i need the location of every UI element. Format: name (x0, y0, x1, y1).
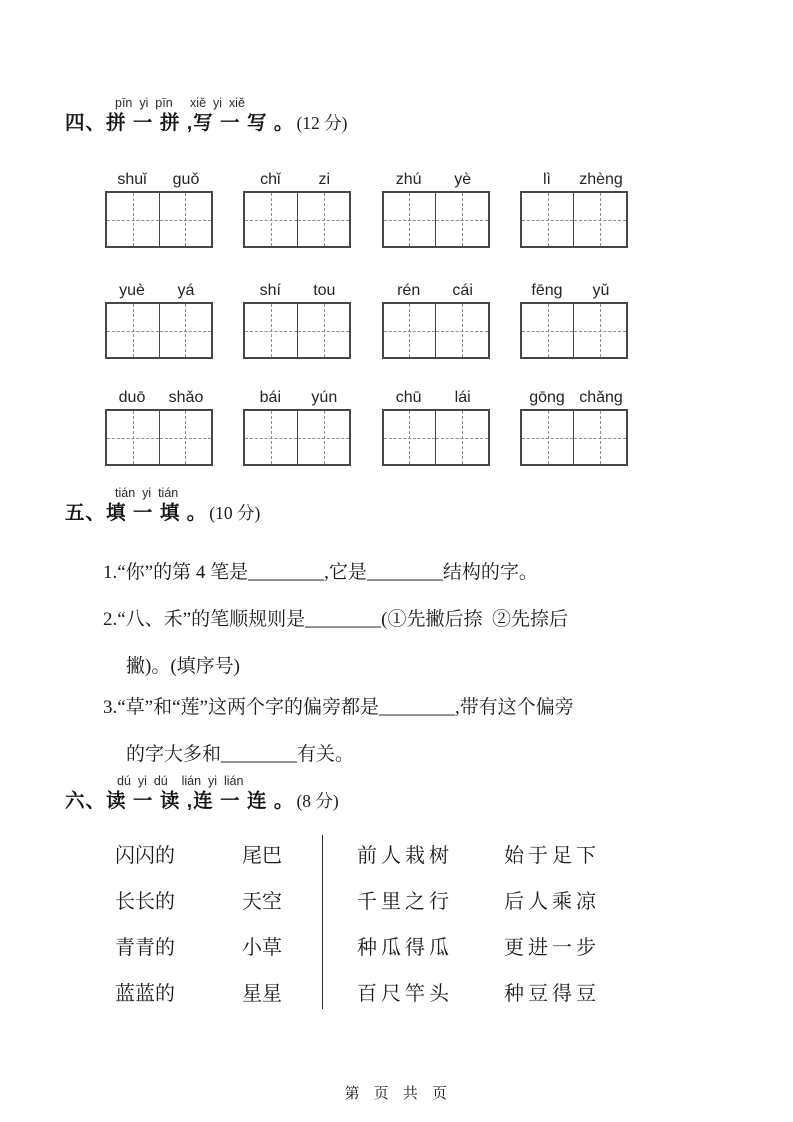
match-item[interactable]: 始于足下 (504, 845, 600, 867)
writing-cell (297, 411, 350, 464)
match-column-right-b (504, 833, 600, 1017)
writing-cell (297, 193, 350, 246)
pinyin-word-group (243, 277, 351, 359)
match-item[interactable]: 千里之行 (357, 891, 453, 913)
writing-cell (435, 193, 488, 246)
pinyin-syllable: shuǐ (117, 171, 147, 188)
pinyin-syllable: fēng (531, 282, 563, 299)
question-2-line-2: 撇)。(填序号) (126, 656, 240, 677)
writing-grid-box[interactable] (105, 191, 213, 248)
question-3 (103, 684, 743, 778)
pinyin-word-group (382, 277, 490, 359)
writing-cell (384, 411, 436, 464)
match-item[interactable]: 百尺竿头 (357, 983, 453, 1005)
section-6-title: 六、读 一 读 ,连 一 连 。 (65, 790, 295, 812)
pinyin-syllable: yuè (119, 282, 145, 299)
pinyin-syllable: yǔ (592, 282, 610, 299)
writing-cell (159, 411, 212, 464)
writing-cell (245, 193, 297, 246)
writing-grid-box[interactable] (520, 191, 628, 248)
pinyin-syllable: zhèng (579, 171, 623, 188)
writing-grid-box[interactable] (382, 302, 490, 359)
match-item[interactable]: 种豆得豆 (504, 983, 600, 1005)
writing-cell (384, 304, 436, 357)
pinyin-word-group (105, 277, 213, 359)
pinyin-syllable: yè (454, 171, 472, 188)
match-column-left-a (115, 833, 242, 1017)
writing-grid-box[interactable] (382, 191, 490, 248)
column-divider (322, 835, 323, 1009)
match-item[interactable]: 蓝蓝的 (115, 983, 175, 1005)
pinyin-word-group (520, 384, 628, 466)
page-footer: 第 页 共 页 (344, 1085, 449, 1102)
pinyin-word-group (520, 277, 628, 359)
match-item[interactable]: 天空 (242, 891, 282, 913)
pinyin-syllable: shí (259, 282, 281, 299)
section-6-score: (8 分) (296, 791, 339, 811)
section-4-pinyin: pīn yi pīn xiě yi xiě (115, 96, 245, 110)
writing-cell (435, 304, 488, 357)
pinyin-word-group (382, 384, 490, 466)
pinyin-syllable: lì (542, 171, 551, 188)
pinyin-word-group (105, 384, 213, 466)
writing-cell (435, 411, 488, 464)
pinyin-syllable: tou (313, 282, 336, 299)
writing-cell (522, 193, 574, 246)
writing-cell (107, 304, 159, 357)
pinyin-word-group (105, 166, 213, 248)
writing-grid-box[interactable] (382, 409, 490, 466)
match-item[interactable]: 长长的 (115, 891, 175, 913)
writing-cell (107, 411, 159, 464)
writing-cell (522, 304, 574, 357)
pinyin-syllable: shǎo (168, 389, 204, 406)
writing-grid-box[interactable] (105, 409, 213, 466)
question-2-line-1: 2.“八、禾”的笔顺规则是________(①先撇后捺 ②先捺后 (103, 609, 568, 630)
writing-grid-box[interactable] (243, 191, 351, 248)
match-column-left-b (242, 833, 322, 1017)
writing-cell (107, 193, 159, 246)
section-6-pinyin: dú yi dú lián yi lián (117, 774, 244, 788)
pinyin-syllable: yún (311, 389, 338, 406)
grid-row (105, 277, 628, 359)
writing-cell (573, 411, 626, 464)
pinyin-syllable: duō (118, 389, 146, 406)
pinyin-syllable: chǎng (579, 389, 623, 406)
writing-grid-box[interactable] (243, 409, 351, 466)
pinyin-syllable: zi (318, 171, 331, 188)
pinyin-syllable: cái (452, 282, 473, 299)
writing-grid-box[interactable] (105, 302, 213, 359)
match-item[interactable]: 小草 (242, 937, 282, 959)
match-item[interactable]: 尾巴 (242, 845, 282, 867)
question-2 (103, 596, 743, 690)
match-column-right-a (357, 833, 504, 1017)
question-3-line-1: 3.“草”和“莲”这两个字的偏旁都是________,带有这个偏旁 (103, 697, 574, 718)
pinyin-syllable: rén (397, 282, 421, 299)
section-4-score: (12 分) (296, 113, 348, 133)
question-3-line-2: 的字大多和________有关。 (126, 744, 355, 765)
pinyin-syllable: gōng (529, 389, 565, 406)
question-1-line-1: 1.“你”的第 4 笔是________,它是________结构的字。 (103, 562, 538, 583)
section-5-pinyin: tián yi tián (115, 486, 179, 500)
writing-cell (245, 304, 297, 357)
pinyin-syllable: yá (177, 282, 195, 299)
match-item[interactable]: 前人栽树 (357, 845, 453, 867)
question-1 (103, 549, 743, 596)
writing-cell (573, 193, 626, 246)
writing-grid-box[interactable] (243, 302, 351, 359)
pinyin-syllable: lái (454, 389, 471, 406)
section-5-score: (10 分) (209, 503, 261, 523)
section-4-header (65, 96, 347, 137)
writing-cell (245, 411, 297, 464)
section-6-header (65, 774, 339, 815)
section-4-title: 四、拼 一 拼 ,写 一 写 。 (65, 112, 295, 134)
pinyin-syllable: guǒ (172, 171, 200, 188)
pinyin-syllable: chǐ (260, 171, 281, 188)
writing-cell (384, 193, 436, 246)
pinyin-syllable: chū (395, 389, 422, 406)
writing-cell (297, 304, 350, 357)
match-item[interactable]: 星星 (242, 983, 282, 1005)
writing-cell (522, 411, 574, 464)
match-item[interactable]: 后人乘凉 (504, 891, 600, 913)
match-item[interactable]: 青青的 (115, 937, 175, 959)
pinyin-syllable: zhú (395, 171, 422, 188)
section-5-title: 五、填 一 填 。 (65, 502, 208, 524)
match-item[interactable]: 闪闪的 (115, 845, 175, 867)
writing-cell (159, 193, 212, 246)
writing-grid-box[interactable] (520, 302, 628, 359)
match-item[interactable]: 种瓜得瓜 (357, 937, 453, 959)
pinyin-word-group (520, 166, 628, 248)
match-item[interactable]: 更进一步 (504, 937, 600, 959)
section-5-header (65, 486, 260, 527)
pinyin-word-group (243, 384, 351, 466)
pinyin-syllable: bái (259, 389, 281, 406)
writing-grid-box[interactable] (520, 409, 628, 466)
pinyin-word-group (243, 166, 351, 248)
grid-row (105, 166, 628, 248)
grid-row (105, 384, 628, 466)
matching-exercise (115, 833, 600, 1017)
pinyin-word-group (382, 166, 490, 248)
writing-cell (573, 304, 626, 357)
writing-cell (159, 304, 212, 357)
